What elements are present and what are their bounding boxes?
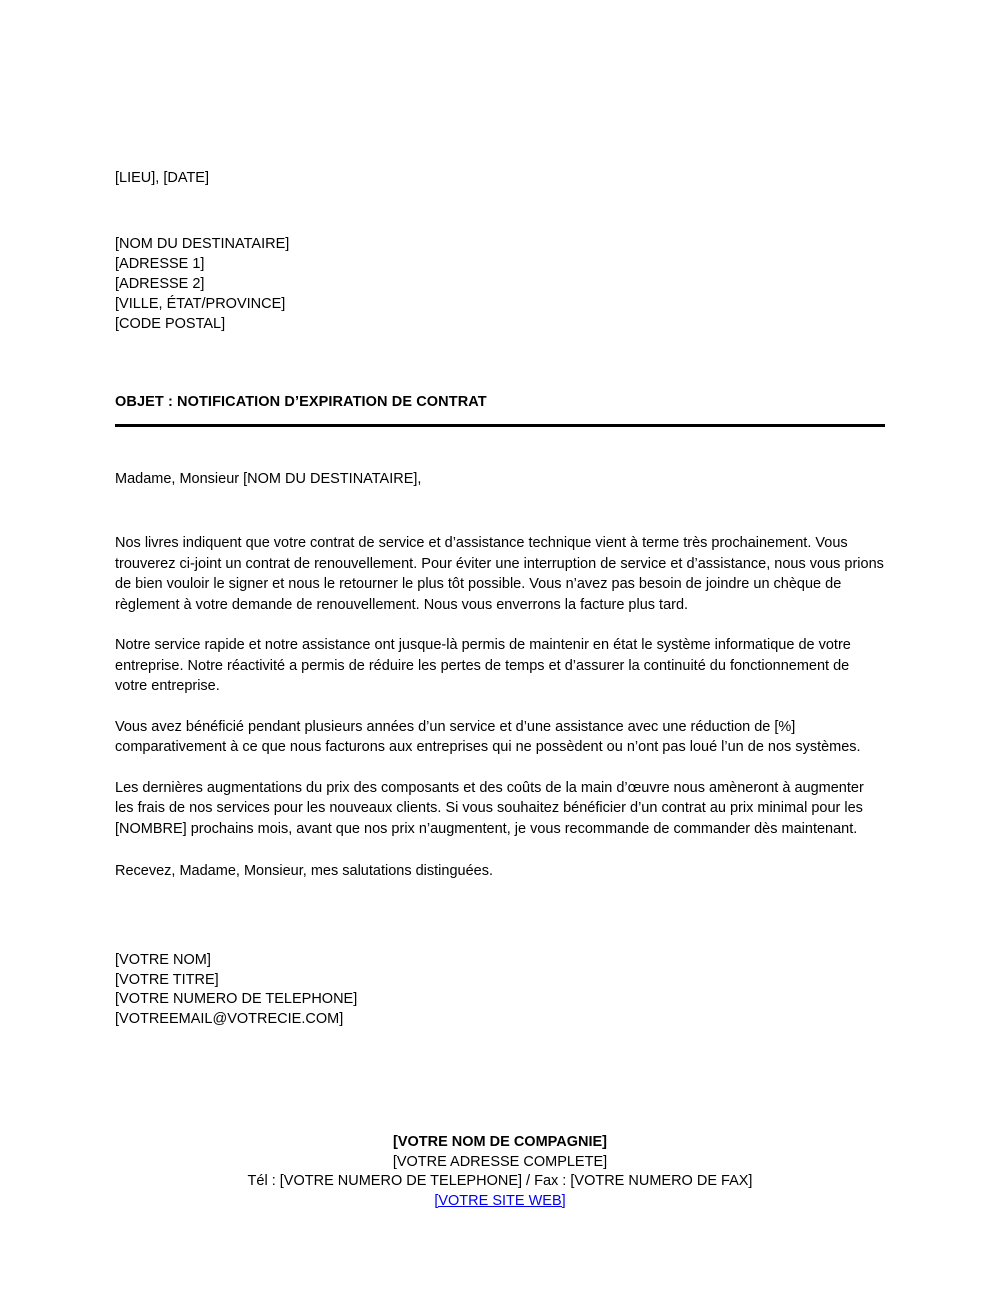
spacer bbox=[115, 839, 885, 861]
page-footer bbox=[0, 1133, 1000, 1211]
letter-body bbox=[115, 168, 885, 1029]
closing-line: Recevez, Madame, Monsieur, mes salutations distinguées. bbox=[115, 863, 493, 879]
spacer bbox=[115, 489, 885, 533]
body-paragraphs bbox=[115, 533, 885, 839]
footer-company-address: [VOTRE ADRESSE COMPLETE] bbox=[392, 1153, 608, 1170]
footer-phone-fax: Tél : [VOTRE NUMERO DE TELEPHONE] / Fax : [VOTRE NUMERO DE FAX] bbox=[247, 1173, 753, 1189]
recipient-name: [NOM DU DESTINATAIRE] bbox=[115, 236, 290, 252]
signature-name: [VOTRE NOM] bbox=[115, 952, 211, 968]
spacer bbox=[115, 427, 885, 469]
signature-title: [VOTRE TITRE] bbox=[115, 971, 219, 988]
recipient-address-1: [ADRESSE 1] bbox=[115, 256, 205, 272]
paragraph-1: Nos livres indiquent que votre contrat de service et d’assistance technique vient à terme très prochainement. Vous trouverez ci-joint un contrat de renouvellement. Pour éviter une interruption de service et d’assistance, nous vous prions de bien vouloir le signer et nous le retourner le plus tôt possible. Vous n’avez pas besoin de joindre un chèque de règlement à votre demande de renouvellement. Nous vous enverrons la facture plus tard. bbox=[115, 535, 884, 613]
signature-phone: [VOTRE NUMERO DE TELEPHONE] bbox=[115, 991, 358, 1007]
recipient-city-state: [VILLE, ÉTAT/PROVINCE] bbox=[115, 296, 286, 312]
footer-website-link[interactable]: [VOTRE SITE WEB] bbox=[434, 1192, 566, 1209]
recipient-postal-code: [CODE POSTAL] bbox=[115, 316, 226, 332]
date-line: [LIEU], [DATE] bbox=[115, 170, 210, 186]
signature-block bbox=[115, 951, 885, 1029]
footer-company-name: [VOTRE NOM DE COMPAGNIE] bbox=[392, 1134, 607, 1150]
spacer bbox=[115, 188, 885, 234]
paragraph-3: Vous avez bénéficié pendant plusieurs années d’un service et d’une assistance avec une réduction de [%] comparativement à ce que nous facturons aux entreprises qui ne possèdent ou n’ont pas loué l’un de nos systèmes. bbox=[115, 718, 861, 755]
signature-email: [VOTREEMAIL@VOTRECIE.COM] bbox=[115, 1010, 344, 1027]
spacer bbox=[115, 334, 885, 392]
salutation: Madame, Monsieur [NOM DU DESTINATAIRE], bbox=[115, 471, 422, 487]
paragraph-4: Les dernières augmentations du prix des composants et des coûts de la main d’œuvre nous amèneront à augmenter les frais de nos services pour les nouveaux clients. Si vous souhaitez bénéficier d’un contrat au prix minimal pour les [NOMBRE] prochains mois, avant que nos prix n’augmentent, je vous recommande de commander dès maintenant. bbox=[115, 779, 864, 837]
spacer bbox=[115, 881, 885, 951]
recipient-address-block bbox=[115, 234, 885, 334]
recipient-address-2: [ADRESSE 2] bbox=[115, 276, 205, 292]
subject-line: OBJET : NOTIFICATION D’EXPIRATION DE CONTRAT bbox=[115, 394, 487, 410]
paragraph-2: Notre service rapide et notre assistance ont jusque-là permis de maintenir en état le système informatique de votre entreprise. Notre réactivité a permis de réduire les pertes de temps et d’assurer la continuité du fonctionnement de votre entreprise. bbox=[115, 637, 851, 694]
